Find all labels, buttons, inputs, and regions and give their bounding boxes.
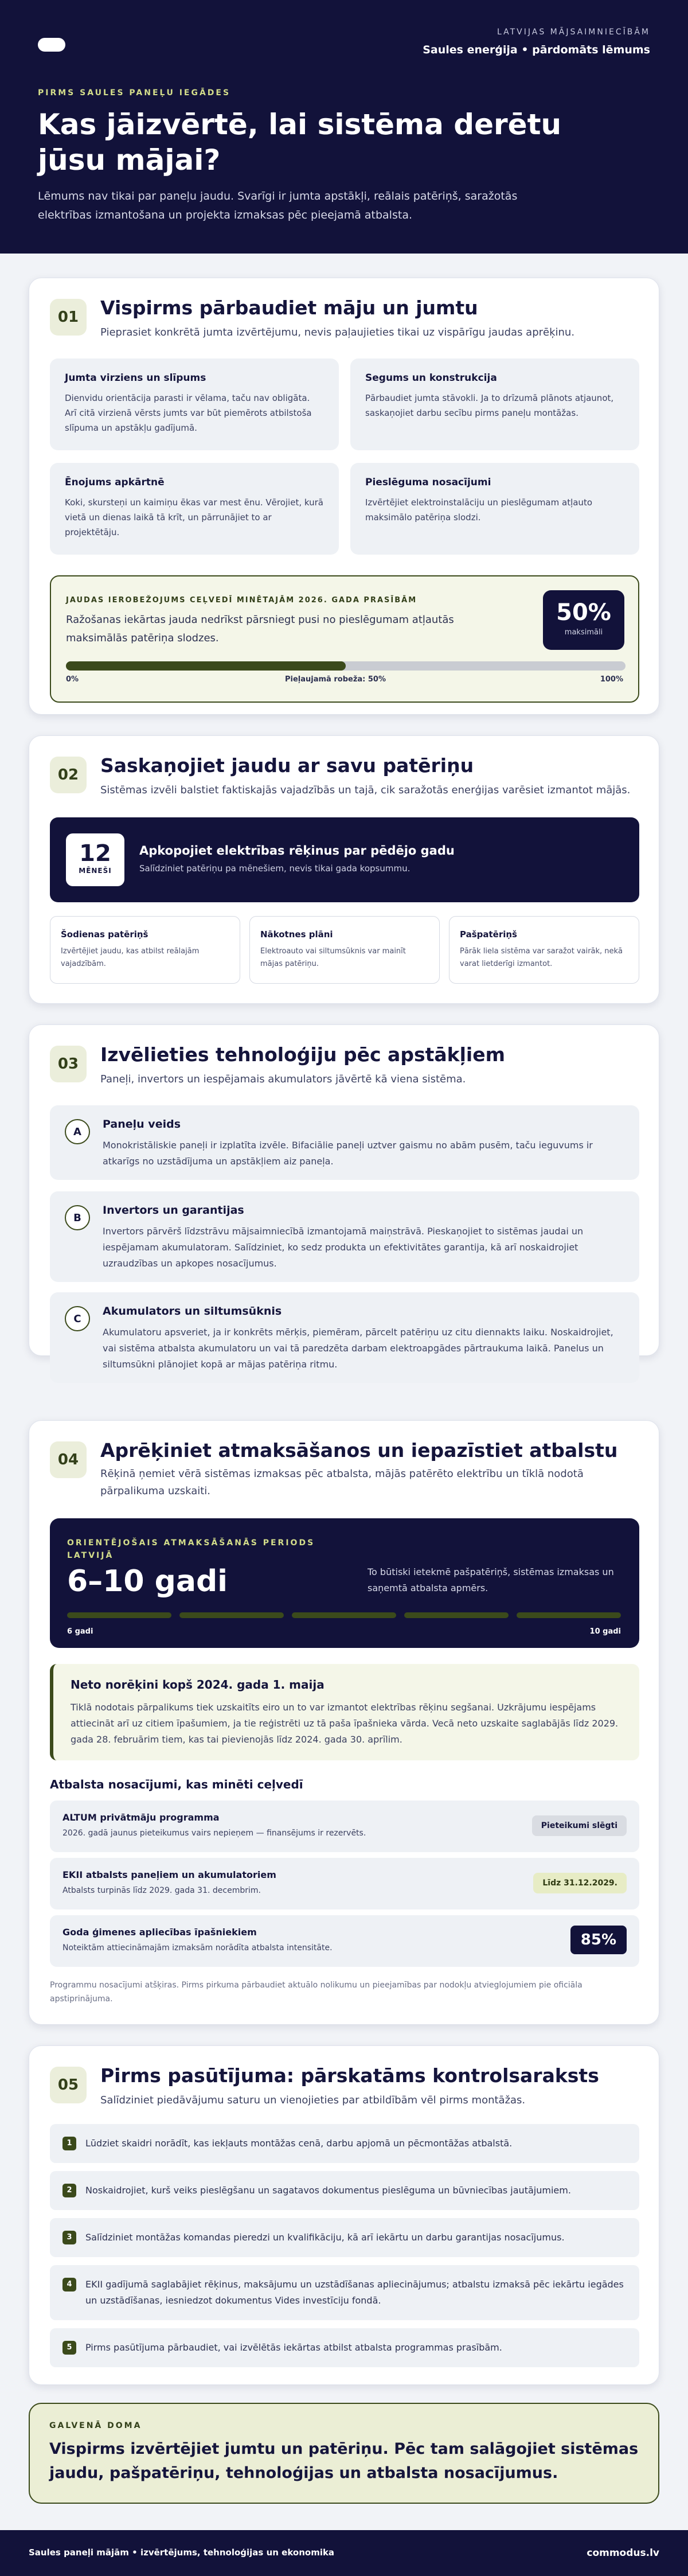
page-title: Kas jāizvērtē, lai sistēma derētu jūsu mājai? (38, 108, 562, 177)
footer-site-link[interactable]: commodus.lv (587, 2547, 659, 2559)
tile-title: Jumta virziens un slīpums (65, 372, 206, 384)
limit-kicker: JAUDAS IEROBEŽOJUMS CEĻVEDĪ MINĒTAJĀM 2026. GADA PRASĪBĀM (66, 596, 417, 605)
checklist-number: 4 (62, 2278, 76, 2291)
limit-value-label: maksimāli (564, 628, 603, 637)
checklist-item (50, 2328, 639, 2367)
hero-header (0, 0, 688, 254)
step-3-card (29, 1024, 659, 1370)
limit-value: 50% (556, 599, 611, 626)
mini-text: Izvērtējiet jaudu, kas atbilst reālajām vajadzībām. (61, 947, 200, 968)
tech-item-inverter (50, 1191, 639, 1282)
banner-title: Apkopojiet elektrības rēķinus par pēdējo gadu (139, 844, 455, 858)
checklist-text: EKII gadījumā saglabājiet rēķinus, maksājumu un uzstādīšanas apliecinājumus; atbalstu izmaksā pēc iekārtu iegādes un uzstādīšanas, iesniedzot dokumentus Vides investīciju fondā. (85, 2279, 624, 2306)
step-5-lead: Salīdziniet piedāvājumu saturu un vienojieties par atbildībām vēl pirms montāžas. (100, 2094, 526, 2106)
tile-title: Ēnojums apkārtnē (65, 477, 165, 488)
tile-title: Segums un konstrukcija (365, 372, 497, 384)
tech-item-panels (50, 1105, 639, 1180)
header-kicker: LATVIJAS MĀJSAIMNIECĪBĀM (497, 28, 650, 37)
payback-segment (404, 1612, 509, 1618)
tech-text: Monokristāliskie paneļi ir izplatīta izvēle. Bifaciālie paneļi uztver gaismu no abām pusēm, taču ieguvums ir atkarīgs no uzstādījuma un apstākļiem aiz paneļa. (103, 1140, 593, 1167)
bar-label-start: 0% (66, 675, 79, 684)
power-limit-box (50, 575, 639, 703)
bar-label-mid: Pieļaujamā robeža: 50% (285, 675, 386, 684)
step-1-title: Vispirms pārbaudiet māju un jumtu (100, 297, 478, 319)
main-idea-kicker: GALVENĀ DOMA (49, 2421, 142, 2430)
tech-title: Akumulators un siltumsūknis (103, 1305, 282, 1318)
support-text: 2026. gadā jaunus pieteikumus vairs nepieņem — finansējums ir rezervēts. (62, 1829, 366, 1838)
step-2-card (29, 735, 659, 1004)
tile-roof-structure (350, 358, 639, 450)
step-number-badge: 05 (50, 2067, 87, 2103)
main-idea-box (29, 2403, 659, 2504)
step-number-badge: 03 (50, 1046, 87, 1082)
step-number-badge: 02 (50, 757, 87, 793)
tech-title: Invertors un garantijas (103, 1204, 244, 1217)
mini-title: Pašpatēriņš (460, 929, 517, 940)
letter-c-icon: C (65, 1306, 90, 1331)
checklist-text: Noskaidrojiet, kurš veiks pieslēgšanu un sagatavos dokumentus pieslēguma un būvniecības jautājumiem. (85, 2185, 571, 2196)
step-4-card (29, 1420, 659, 2025)
bar-label-end: 100% (600, 675, 623, 684)
tech-text: Akumulatoru apsveriet, ja ir konkrēts mērķis, piemēram, pārcelt patēriņu uz citu diennakts laiku. Noskaidrojiet, vai sistēma atbalsta akumulatoru un vai tā paredzēta darbam elektroapgādes pārtraukuma laikā. Panelus un siltumsūkni plānojiet kopā ar mājas patēriņa ritmu. (103, 1327, 613, 1370)
tech-text: Invertors pārvērš līdzstrāvu mājsaimniecībā izmantojamā maiņstrāvā. Pieskaņojiet to sistēmas jaudai un iespējamam akumulatoram. Salīdziniet, ko sedz produkta un efektivitātes garantija, kā arī noskaidrojiet uzraudzības un apkopes nosacījumus. (103, 1226, 584, 1269)
step-5-card (29, 2045, 659, 2385)
step-5-title: Pirms pasūtījuma: pārskatāms kontrolsaraksts (100, 2064, 599, 2087)
mini-card-self-consumption (449, 916, 639, 984)
step-1-card (29, 278, 659, 715)
page-footer (0, 2530, 688, 2576)
tech-item-battery (50, 1292, 639, 1383)
status-badge: Pieteikumi slēgti (532, 1815, 627, 1836)
toggle-switch[interactable] (38, 38, 65, 52)
header-meta (423, 28, 650, 56)
support-title: EKII atbalsts paneļiem un akumulatoriem (62, 1869, 276, 1880)
support-heading: Atbalsta nosacījumi, kas minēti ceļvedī (50, 1778, 303, 1791)
step-number-badge: 04 (50, 1441, 87, 1478)
payback-label-start: 6 gadi (67, 1627, 93, 1636)
payback-value: 6–10 gadi (67, 1564, 228, 1599)
support-item-ekii (50, 1858, 639, 1909)
step-number-badge: 01 (50, 299, 87, 336)
payback-segment (179, 1612, 284, 1618)
checklist-text: Pirms pasūtījuma pārbaudiet, vai izvēlētās iekārtas atbilst atbalsta programmas prasībām. (85, 2342, 502, 2353)
checklist-number: 2 (62, 2184, 76, 2197)
payback-note: To būtiski ietekmē pašpatēriņš, sistēmas izmaksas un saņemtā atbalsta apmērs. (368, 1566, 614, 1593)
mini-title: Šodienas patēriņš (61, 929, 148, 940)
footer-tagline: Saules paneļi mājām • izvērtējums, tehnoloģijas un ekonomika (29, 2547, 335, 2558)
status-badge: Līdz 31.12.2029. (533, 1873, 627, 1893)
calendar-icon (66, 833, 124, 886)
limit-percentage-badge (543, 590, 624, 650)
checklist-item (50, 2265, 639, 2320)
support-footnote: Programmu nosacījumi atšķiras. Pirms pirkuma pārbaudiet aktuālo nolikumu un pieejamības par nodokļu atvieglojumiem pie oficiāla apstiprinājuma. (50, 1981, 583, 2004)
checklist-number: 5 (62, 2341, 76, 2355)
support-title: ALTUM privātmāju programma (62, 1812, 220, 1823)
mini-text: Elektroauto vai siltumsūknis var mainīt mājas patēriņu. (260, 947, 406, 968)
payback-label-end: 10 gadi (589, 1627, 621, 1636)
main-idea-text: Vispirms izvērtējiet jumtu un patēriņu. Pēc tam salāgojiet sistēmas jaudu, pašpatēriņu, tehnoloģijas un atbalsta nosacījumus. (49, 2440, 639, 2482)
support-text: Atbalsts turpinās līdz 2029. gada 31. decembrim. (62, 1886, 261, 1895)
tile-text: Dienvidu orientācija parasti ir vēlama, taču nav obligāta. Arī citā virzienā vērsts jumts var būt piemērots atbilstoša slīpuma un apstākļu gadījumā. (65, 393, 312, 433)
net-billing-title: Neto norēķini kopš 2024. gada 1. maija (71, 1678, 325, 1692)
payback-kicker: ORIENTĒJOŠAIS ATMAKSĀŠANĀS PERIODS LATVIJĀ (67, 1538, 315, 1560)
limit-text: Ražošanas iekārtas jauda nedrīkst pārsniegt pusi no pieslēgumam atļautās maksimālās patēriņa slodzes. (66, 614, 454, 644)
mini-card-current-use (50, 916, 240, 984)
step-1-lead: Pieprasiet konkrētā jumta izvērtējumu, nevis paļaujieties tikai uz vispārīgu jaudas aprēķinu. (100, 326, 575, 338)
tile-text: Koki, skursteņi un kaimiņu ēkas var mest ēnu. Vērojiet, kurā vietā un dienas laikā tā krīt, un pārrunājiet to ar projektētāju. (65, 497, 323, 537)
checklist-item (50, 2124, 639, 2163)
header-subtitle: Saules enerģija • pārdomāts lēmums (423, 44, 650, 56)
limit-progress-fill (66, 661, 346, 671)
tile-roof-orientation (50, 358, 339, 450)
banner-subtitle: Salīdziniet patēriņu pa mēnešiem, nevis tikai gada kopsummu. (139, 863, 411, 874)
checklist-number: 1 (62, 2137, 76, 2150)
step-4-lead: Rēķinā ņemiet vērā sistēmas izmaksas pēc atbalsta, mājās patērēto elektrību un tīklā nodotā pārpalikuma uzskaiti. (100, 1468, 584, 1497)
step-4-title: Aprēķiniet atmaksāšanos un iepazīstiet atbalstu (100, 1439, 618, 1462)
letter-a-icon: A (65, 1119, 90, 1144)
tile-shading (50, 463, 339, 555)
bills-banner (50, 817, 639, 902)
hero-eyebrow: PIRMS SAULES PANEĻU IEGĀDES (38, 88, 231, 98)
step-3-title: Izvēlieties tehnoloģiju pēc apstākļiem (100, 1043, 505, 1066)
calendar-number: 12 (79, 840, 111, 867)
step-2-title: Saskaņojiet jaudu ar savu patēriņu (100, 754, 474, 777)
checklist-text: Salīdziniet montāžas komandas pieredzi un kvalifikāciju, kā arī iekārtu un darbu garantijas nosacījumus. (85, 2232, 565, 2243)
checklist-item (50, 2218, 639, 2257)
letter-b-icon: B (65, 1205, 90, 1230)
payback-segment (292, 1612, 396, 1618)
tile-connection (350, 463, 639, 555)
tech-title: Paneļu veids (103, 1118, 181, 1131)
payback-segment (517, 1612, 621, 1618)
checklist-number: 3 (62, 2231, 76, 2244)
status-badge: 85% (570, 1926, 627, 1954)
tile-title: Pieslēguma nosacījumi (365, 477, 491, 488)
step-2-lead: Sistēmas izvēli balstiet faktiskajās vajadzībās un tajā, cik saražotās enerģijas varēsiet izmantot mājās. (100, 784, 631, 796)
support-text: Noteiktām attiecināmajām izmaksām norādīta atbalsta intensitāte. (62, 1943, 333, 1953)
step-3-lead: Paneļi, invertors un iespējamais akumulators jāvērtē kā viena sistēma. (100, 1073, 466, 1085)
mini-text: Pārāk liela sistēma var saražot vairāk, nekā varat lietderīgi izmantot. (460, 947, 623, 968)
support-item-altum (50, 1801, 639, 1852)
support-item-family (50, 1915, 639, 1967)
limit-progress-bar (66, 661, 626, 671)
tile-text: Pārbaudiet jumta stāvokli. Ja to drīzumā plānots atjaunot, saskaņojiet darbu secību pirms paneļu montāžas. (365, 393, 614, 418)
hero-lead: Lēmums nav tikai par paneļu jaudu. Svarīgi ir jumta apstākļi, reālais patēriņš, saražotās elektrības izmantošana un projekta izmaksas pēc pieejamā atbalsta. (38, 190, 518, 221)
checklist-text: Lūdziet skaidri norādīt, kas iekļauts montāžas cenā, darbu apjomā un pēcmontāžas atbalstā. (85, 2138, 513, 2149)
calendar-label: MĒNEŠI (79, 867, 112, 875)
payback-panel (50, 1518, 639, 1648)
net-billing-box (50, 1664, 639, 1760)
tile-text: Izvērtējiet elektroinstalāciju un pieslēgumam atļauto maksimālo patēriņa slodzi. (365, 497, 592, 523)
checklist-item (50, 2171, 639, 2210)
mini-title: Nākotnes plāni (260, 929, 333, 940)
mini-card-future-plans (249, 916, 440, 984)
support-title: Goda ģimenes apliecības īpašniekiem (62, 1927, 257, 1938)
payback-segment (67, 1612, 171, 1618)
net-billing-text: Tiklā nodotais pārpalikums tiek uzskaitīts eiro un to var izmantot elektrības rēķinu segšanai. Uzkrājumu iespējams attiecināt arī uz citiem īpašumiem, ja tie reģistrēti uz tā paša īpašnieka vārda. Vecā neto uzskaite saglabājās līdz 2029. gada 28. februārim tiem, kas tai pievienojās līdz 2024. gada 30. aprīlim. (71, 1702, 619, 1745)
